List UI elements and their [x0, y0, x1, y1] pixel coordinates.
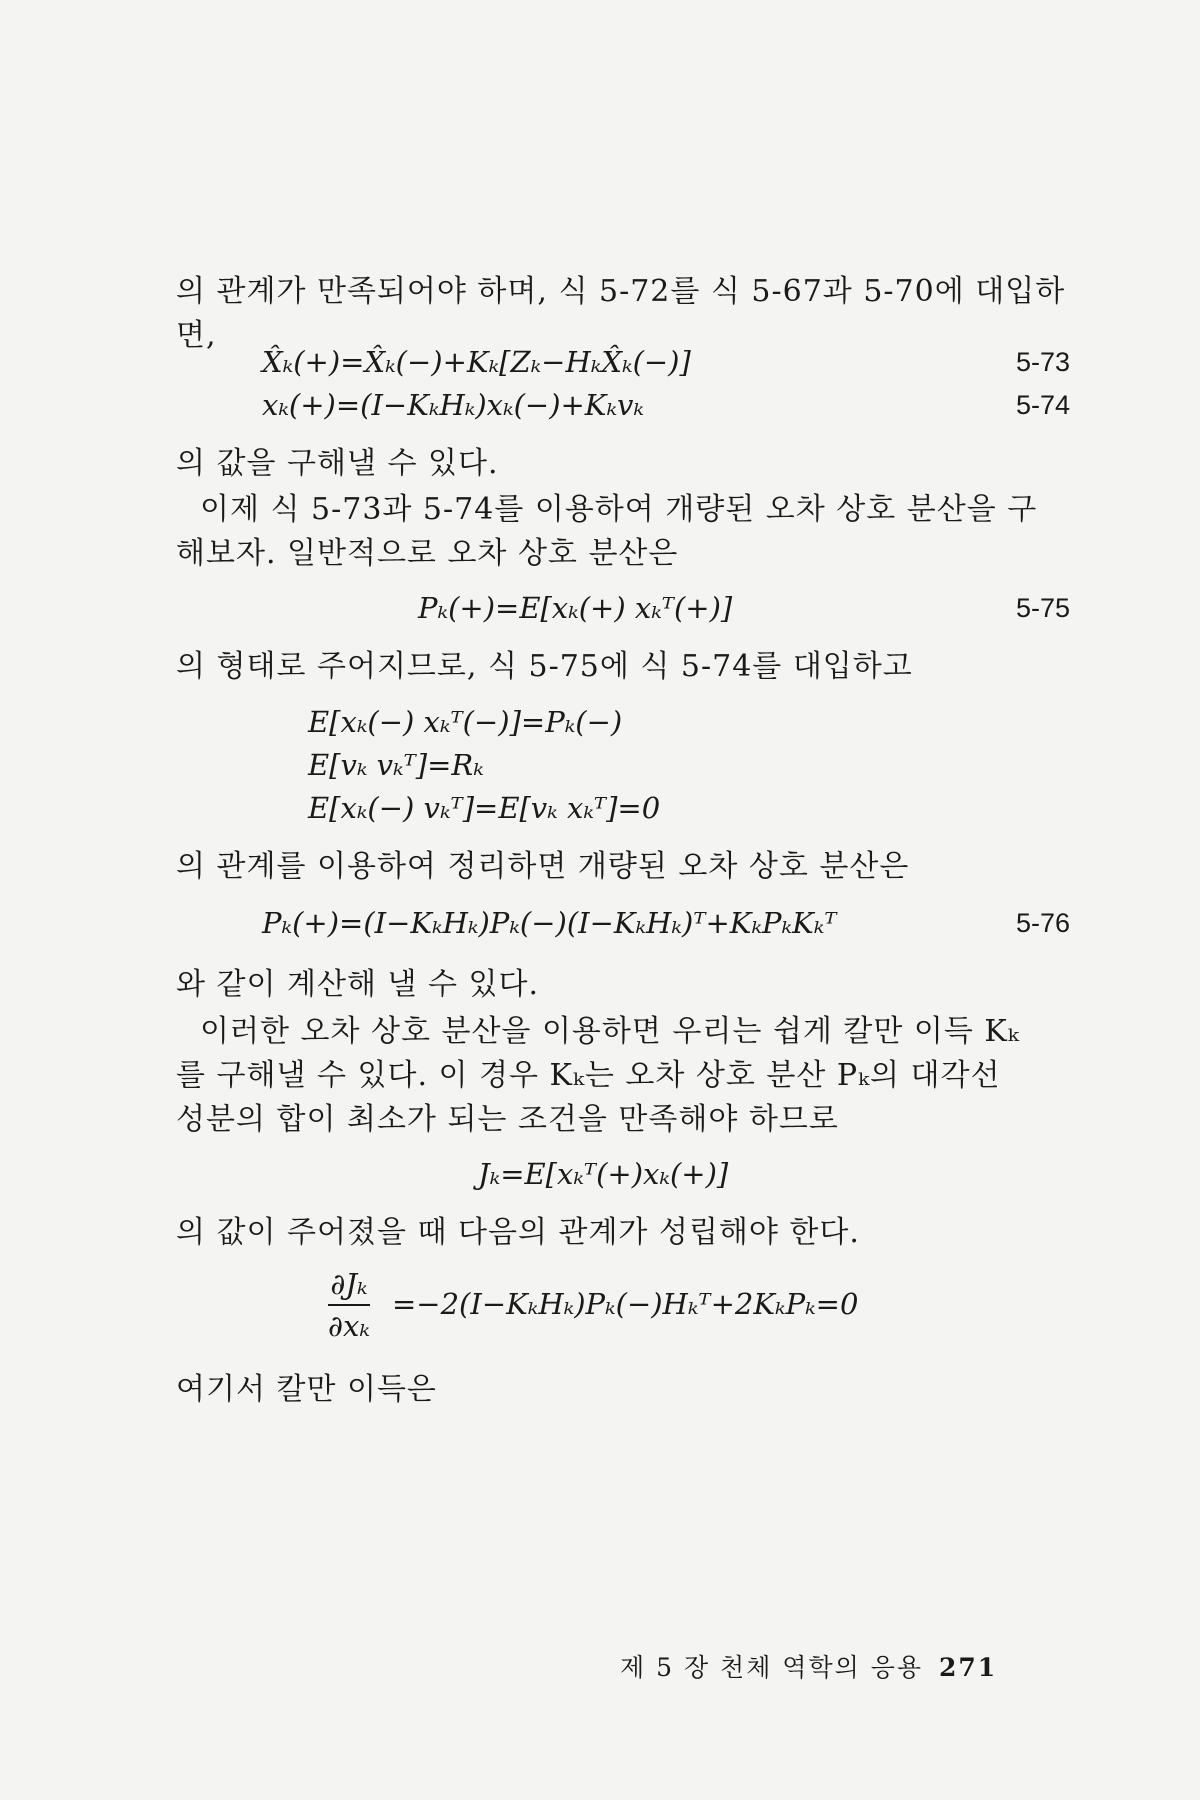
derivative-fraction [328, 1264, 370, 1346]
relation-2: E[vₖ vₖᵀ]=Rₖ [308, 748, 484, 782]
equation-number-5-75: 5-75 [1015, 593, 1070, 623]
page-footer [620, 1648, 997, 1684]
paragraph-covariance-line2: 해보자. 일반적으로 오차 상호 분산은 [176, 536, 679, 571]
paragraph-value: 의 값을 구해낼 수 있다. [176, 446, 499, 481]
paragraph-condition: 의 값이 주어졌을 때 다음의 관계가 성립해야 한다. [176, 1215, 860, 1250]
equation-5-75: Pₖ(+)=E[xₖ(+) xₖᵀ(+)] [418, 591, 733, 625]
equation-5-76: Pₖ(+)=(I−KₖHₖ)Pₖ(−)(I−KₖHₖ)ᵀ+KₖPₖKₖᵀ [262, 906, 837, 940]
paragraph-arrange: 의 관계를 이용하여 정리하면 개량된 오차 상호 분산은 [176, 849, 910, 884]
equation-derivative: =−2(I−KₖHₖ)Pₖ(−)Hₖᵀ+2KₖPₖ=0 [392, 1287, 859, 1321]
equation-number-5-76: 5-76 [1015, 908, 1070, 938]
equation-cost-function: Jₖ=E[xₖᵀ(+)xₖ(+)] [478, 1157, 729, 1191]
page-number: 271 [939, 1653, 998, 1682]
footer-chapter: 제 5 장 천체 역학의 응용 [620, 1653, 923, 1682]
paragraph-covariance-line1: 이제 식 5-73과 5-74를 이용하여 개량된 오차 상호 분산을 구 [200, 492, 1038, 527]
equation-5-73: X̂ₖ(+)=X̂ₖ(−)+Kₖ[Zₖ−HₖX̂ₖ(−)] [262, 345, 691, 379]
paragraph-relation-line2: 면, [176, 318, 217, 353]
fraction-denominator: ∂xₖ [328, 1309, 370, 1343]
relation-3: E[xₖ(−) vₖᵀ]=E[vₖ xₖᵀ]=0 [308, 791, 661, 825]
equation-5-74: xₖ(+)=(I−KₖHₖ)xₖ(−)+Kₖvₖ [262, 388, 645, 422]
paragraph-kalman-line1: 이러한 오차 상호 분산을 이용하면 우리는 쉽게 칼만 이득 Kₖ [200, 1014, 1020, 1049]
paragraph-relation-line1: 의 관계가 만족되어야 하며, 식 5-72를 식 5-67과 5-70에 대입하 [176, 274, 1066, 309]
paragraph-gain: 여기서 칼만 이득은 [176, 1372, 437, 1407]
equation-number-5-73: 5-73 [1015, 347, 1070, 377]
paragraph-compute: 와 같이 계산해 낼 수 있다. [176, 967, 540, 1002]
relation-1: E[xₖ(−) xₖᵀ(−)]=Pₖ(−) [308, 705, 623, 739]
paragraph-substitute: 의 형태로 주어지므로, 식 5-75에 식 5-74를 대입하고 [176, 649, 913, 684]
paragraph-kalman-line2: 를 구해낼 수 있다. 이 경우 Kₖ는 오차 상호 분산 Pₖ의 대각선 [176, 1058, 1001, 1093]
paragraph-kalman-line3: 성분의 합이 최소가 되는 조건을 만족해야 하므로 [176, 1102, 839, 1137]
equation-number-5-74: 5-74 [1015, 390, 1070, 420]
fraction-numerator: ∂Jₖ [328, 1264, 370, 1306]
